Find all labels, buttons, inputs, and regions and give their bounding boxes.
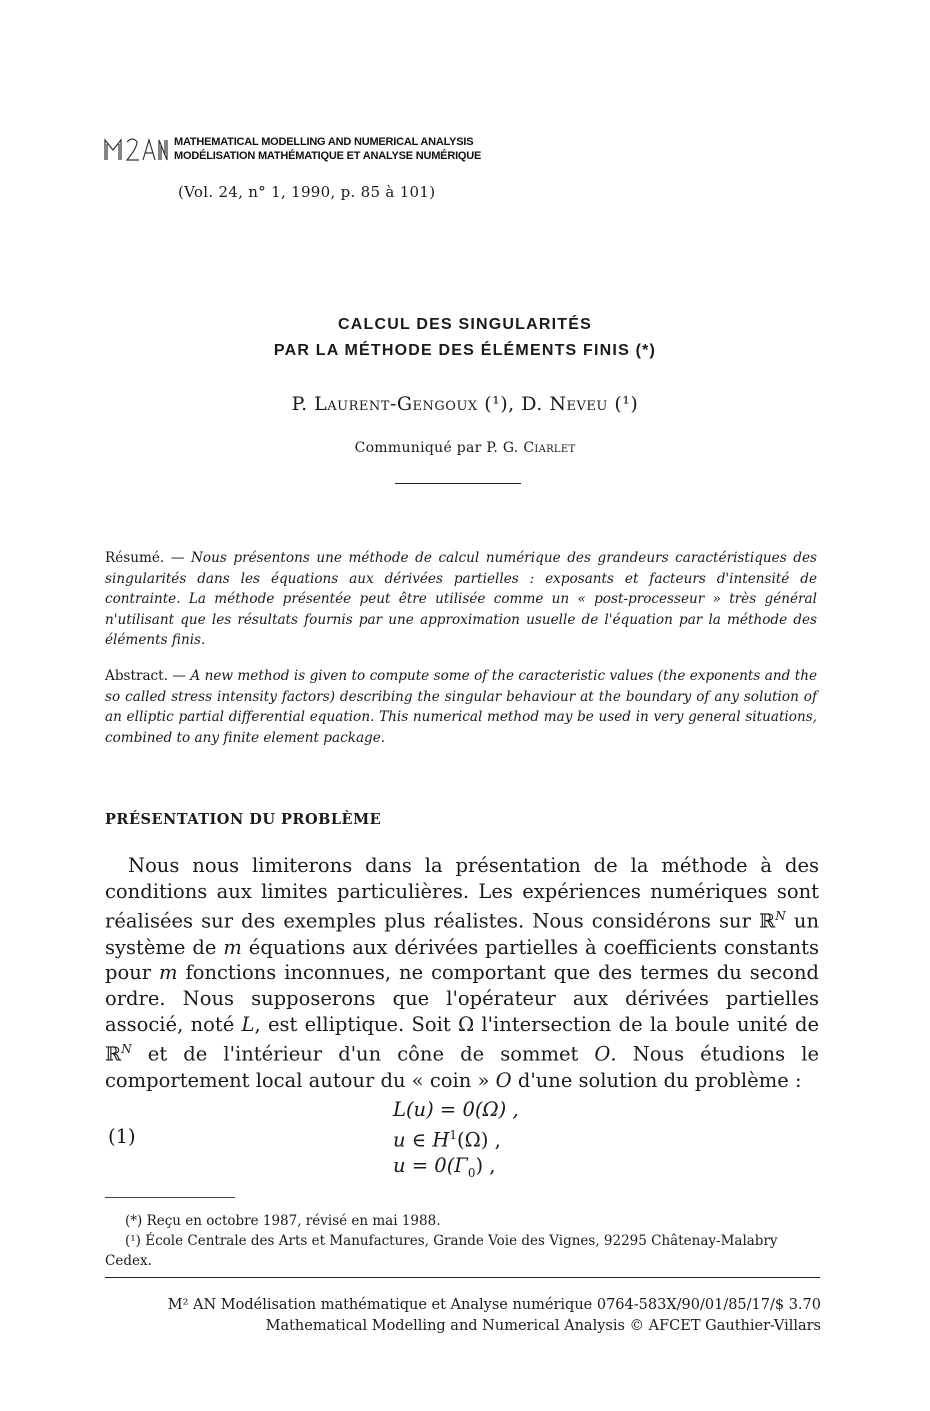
- abstract-text: A new method is given to compute some of the caracteristic values (the exponents and the so called stress intensity factors) describing the singular behaviour at the boundary of any solution of an elliptic partial differential equation. This numerical method may be used in very general situations, combined to any finite element package.: [105, 668, 817, 746]
- math-RN-2: ℝ: [105, 1042, 122, 1066]
- body-text-5: , est elliptique. Soit Ω l'intersection de la boule unité de: [254, 1012, 819, 1036]
- abstract: [105, 666, 817, 748]
- journal-name-fr: MODÉLISATION MATHÉMATIQUE ET ANALYSE NUMÉRIQUE: [174, 150, 482, 162]
- communicated-by: [0, 440, 930, 456]
- footnote-divider: [105, 1197, 235, 1198]
- footnotes: [105, 1211, 819, 1271]
- eq3-sub: 0: [467, 1165, 476, 1180]
- resume-text: Nous présentons une méthode de calcul numérique des grandeurs caractéristiques des singularités dans les équations aux dérivées partielles : exposants et facteurs d'intensité de contrainte. La méthode présentée peut être utilisée comme un « post-processeur » très général n'utilisant que les résultats fournis par une approximation usuelle de l'équation par la méthode des éléments finis.: [105, 550, 817, 649]
- communicated-by-prefix: Communiqué par P. G.: [354, 440, 524, 456]
- math-N: N: [775, 909, 786, 924]
- body-paragraph: [105, 853, 819, 1093]
- publisher-info: [105, 1295, 821, 1337]
- paper-title-line2: PAR LA MÉTHODE DES ÉLÉMENTS FINIS (*): [273, 342, 657, 359]
- journal-name: [174, 135, 481, 163]
- footnote-2: (¹) École Centrale des Arts et Manufactures, Grande Voie des Vignes, 92295 Châtenay-Malabry Cedex.: [105, 1233, 778, 1269]
- author-2-ref: (¹): [614, 393, 639, 415]
- section-heading: PRÉSENTATION DU PROBLÈME: [105, 811, 382, 828]
- eq2-main: u ∈ H: [393, 1128, 450, 1151]
- math-RN: ℝ: [759, 909, 776, 933]
- volume-info: (Vol. 24, n° 1, 1990, p. 85 à 101): [178, 183, 436, 201]
- authors: [0, 393, 930, 415]
- eq3-tail: ) ,: [475, 1153, 496, 1177]
- publisher-line-1: M² AN Modélisation mathématique et Analyse numérique 0764-583X/90/01/85/17/$ 3.70: [167, 1297, 821, 1313]
- eq2-sup: 1: [449, 1127, 458, 1142]
- journal-name-en: MATHEMATICAL MODELLING AND NUMERICAL ANALYSIS: [174, 136, 474, 148]
- paper-title-line1: CALCUL DES SINGULARITÉS: [338, 316, 592, 333]
- math-O-2: O: [495, 1068, 512, 1092]
- resume-label: Résumé. —: [105, 550, 192, 566]
- body-text-7: . Nous étudions le comportement local autour du « coin »: [105, 1042, 819, 1092]
- communicated-by-name: Ciarlet: [523, 440, 576, 456]
- math-L: L: [241, 1012, 255, 1036]
- equation-line-2: [393, 1123, 519, 1153]
- math-O: O: [594, 1042, 611, 1066]
- body-paragraph-text: [105, 853, 819, 1093]
- resume: [105, 548, 817, 651]
- equation-line-1: L(u) = 0(Ω) ,: [393, 1098, 519, 1121]
- abstract-label: Abstract. —: [105, 668, 191, 684]
- equation-line-3: [393, 1153, 519, 1186]
- body-text-1: Nous nous limiterons dans la présentation de la méthode à des conditions aux limites particulières. Les expériences numériques sont réalisées sur des exemples plus réalistes. Nous considérons sur: [105, 854, 819, 933]
- eq2-tail: (Ω) ,: [457, 1128, 501, 1151]
- author-2: D. Neveu: [521, 393, 608, 415]
- body-text-3: équations aux dérivées partielles à coefficients constants pour: [105, 935, 820, 985]
- math-N-2: N: [121, 1042, 132, 1057]
- journal-logo: [103, 134, 169, 164]
- footer-divider: [105, 1277, 820, 1278]
- author-1: P. Laurent-Gengoux: [291, 393, 478, 415]
- equation-system: [393, 1097, 519, 1186]
- footnote-1: (*) Reçu en octobre 1987, révisé en mai 1988.: [125, 1213, 441, 1229]
- author-separator: ,: [508, 393, 522, 415]
- body-text-2: un système de: [105, 909, 819, 959]
- body-text-4: fonctions inconnues, ne comportant que des termes du second ordre. Nous supposerons que l'opérateur aux dérivées partielles associé, noté: [105, 961, 819, 1036]
- math-m-2: m: [159, 961, 178, 985]
- body-text-8: d'une solution du problème :: [511, 1068, 802, 1092]
- author-1-ref: (¹): [484, 393, 509, 415]
- body-text-6: et de l'intérieur d'un cône de sommet: [131, 1042, 595, 1066]
- math-m: m: [223, 935, 242, 959]
- publisher-line-2: Mathematical Modelling and Numerical Analysis © AFCET Gauthier-Villars: [265, 1318, 821, 1334]
- eq3-main: u = 0(Γ: [393, 1153, 468, 1177]
- equation-number: (1): [108, 1125, 136, 1148]
- title-divider: [395, 483, 521, 484]
